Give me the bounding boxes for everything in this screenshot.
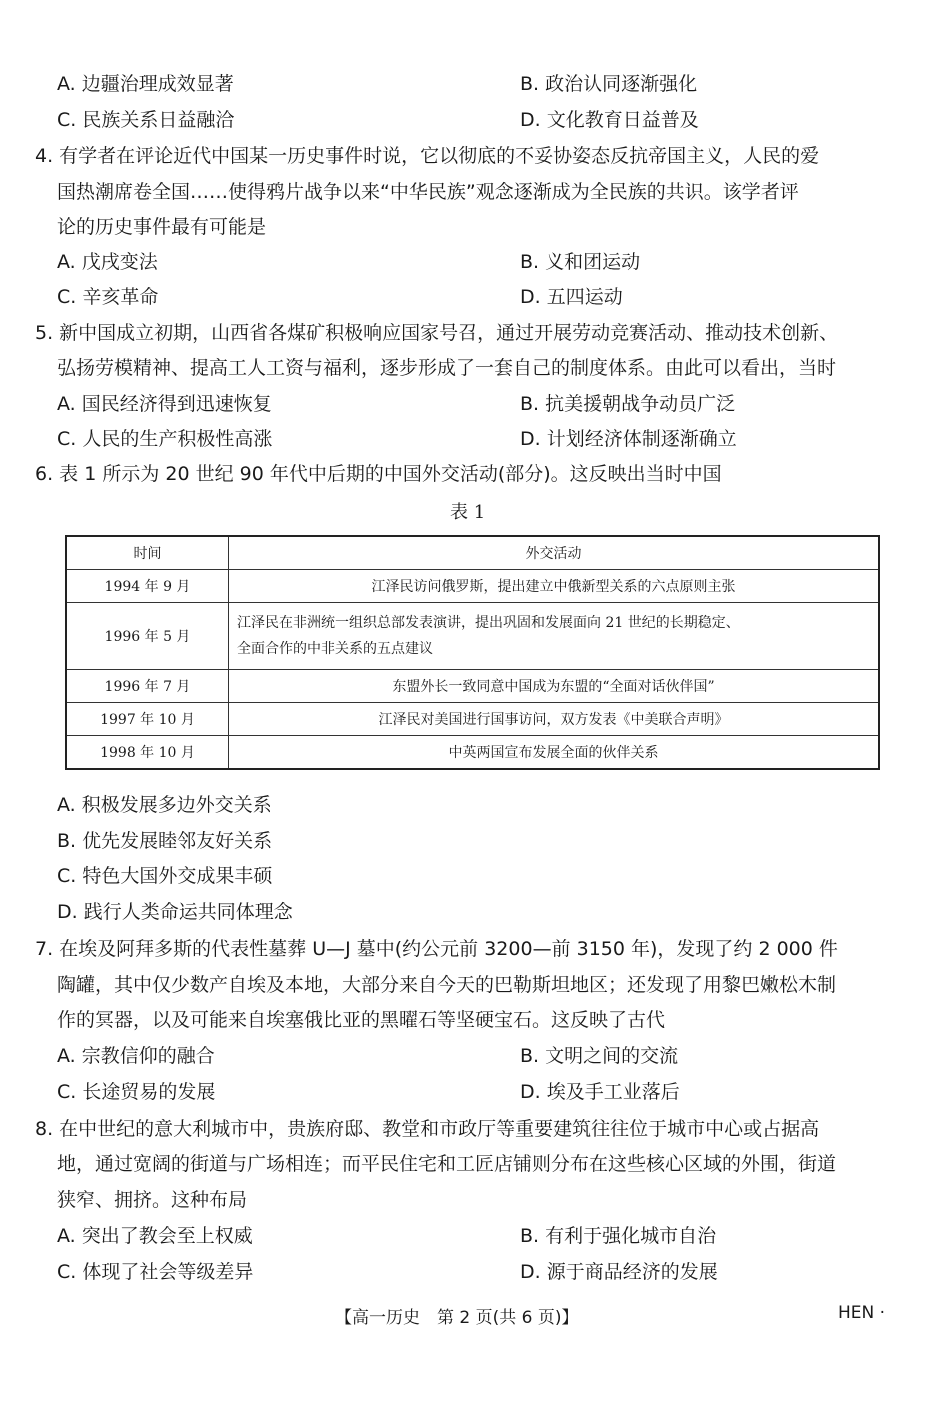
q4-option-c: C. 辛亥革命	[57, 286, 159, 308]
q6-option-c: C. 特色大国外交成果丰硕	[57, 865, 273, 887]
q7-stem-line2: 陶罐，其中仅少数产自埃及本地，大部分来自今天的巴勒斯坦地区；还发现了用黎巴嫩松木制	[57, 974, 837, 996]
row-time: 1998 年 10 月	[66, 736, 229, 770]
table-header-row	[66, 536, 879, 570]
q7-option-d: D. 埃及手工业落后	[520, 1081, 680, 1103]
header-time: 时间	[66, 536, 229, 570]
table-row	[66, 736, 879, 770]
row-activity	[229, 603, 880, 670]
row-activity-line1: 江泽民在非洲统一组织总部发表演讲，提出巩固和发展面向 21 世纪的长期稳定、	[237, 615, 740, 631]
q8-option-d: D. 源于商品经济的发展	[520, 1261, 718, 1283]
row-activity: 江泽民访问俄罗斯，提出建立中俄新型关系的六点原则主张	[229, 570, 880, 603]
row-activity-line2: 全面合作的中非关系的五点建议	[237, 641, 433, 657]
table-row	[66, 570, 879, 603]
q3-option-b: B. 政治认同逐渐强化	[520, 73, 698, 95]
row-activity: 江泽民对美国进行国事访问，双方发表《中美联合声明》	[229, 703, 880, 736]
q3-option-a: A. 边疆治理成效显著	[57, 73, 234, 95]
q7-option-a: A. 宗教信仰的融合	[57, 1045, 215, 1067]
row-time: 1996 年 7 月	[66, 670, 229, 703]
q3-option-c: C. 民族关系日益融洽	[57, 109, 235, 131]
q5-option-c: C. 人民的生产积极性高涨	[57, 428, 273, 450]
row-activity: 中英两国宣布发展全面的伙伴关系	[229, 736, 880, 770]
q5-option-d: D. 计划经济体制逐渐确立	[520, 428, 737, 450]
q5-stem-line2: 弘扬劳模精神、提高工人工资与福利，逐步形成了一套自己的制度体系。由此可以看出，当时	[57, 357, 837, 379]
q4-stem-line2: 国热潮席卷全国……使得鸦片战争以来“中华民族”观念逐渐成为全民族的共识。该学者评	[57, 181, 799, 203]
q8-stem-line3: 狭窄、拥挤。这种布局	[57, 1189, 248, 1211]
q8-option-b: B. 有利于强化城市自治	[520, 1225, 717, 1247]
header-activity: 外交活动	[229, 536, 880, 570]
row-time: 1996 年 5 月	[66, 603, 229, 670]
q8-option-c: C. 体现了社会等级差异	[57, 1261, 254, 1283]
q7-option-c: C. 长途贸易的发展	[57, 1081, 216, 1103]
table-row	[66, 670, 879, 703]
q6-option-d: D. 践行人类命运共同体理念	[57, 901, 293, 923]
q3-option-d: D. 文化教育日益普及	[520, 109, 699, 131]
q4-option-d: D. 五四运动	[520, 286, 623, 308]
q8-stem-line1: 8. 在中世纪的意大利城市中，贵族府邸、教堂和市政厅等重要建筑往往位于城市中心或占据高	[35, 1118, 820, 1140]
q7-stem-line1: 7. 在埃及阿拜多斯的代表性墓葬 U—J 墓中(约公元前 3200—前 3150 年)，发现了约 2 000 件	[35, 938, 838, 960]
q6-option-a: A. 积极发展多边外交关系	[57, 794, 272, 816]
q4-stem-line1: 4. 有学者在评论近代中国某一历史事件时说，它以彻底的不妥协姿态反抗帝国主义，人民的爱	[35, 145, 820, 167]
table-caption: 表 1	[450, 502, 486, 523]
q4-option-b: B. 义和团运动	[520, 251, 641, 273]
q8-option-a: A. 突出了教会至上权威	[57, 1225, 253, 1247]
table-row	[66, 603, 879, 670]
q4-option-a: A. 戊戌变法	[57, 251, 158, 273]
paper-code: HEN ·	[838, 1303, 886, 1323]
q5-stem-line1: 5. 新中国成立初期，山西省各煤矿积极响应国家号召，通过开展劳动竞赛活动、推动技术创新、	[35, 322, 839, 344]
q4-stem-line3: 论的历史事件最有可能是	[57, 216, 267, 238]
q5-option-b: B. 抗美援朝战争动员广泛	[520, 393, 736, 415]
q7-option-b: B. 文明之间的交流	[520, 1045, 679, 1067]
q6-stem: 6. 表 1 所示为 20 世纪 90 年代中后期的中国外交活动(部分)。这反映出当时中国	[35, 463, 722, 485]
row-time: 1994 年 9 月	[66, 570, 229, 603]
q8-stem-line2: 地，通过宽阔的街道与广场相连；而平民住宅和工匠店铺则分布在这些核心区域的外围，街道	[57, 1153, 837, 1175]
q7-stem-line3: 作的冥器，以及可能来自埃塞俄比亚的黑曜石等坚硬宝石。这反映了古代	[57, 1009, 666, 1031]
q6-option-b: B. 优先发展睦邻友好关系	[57, 830, 273, 852]
diplomacy-table	[65, 535, 880, 770]
row-activity: 东盟外长一致同意中国成为东盟的“全面对话伙伴国”	[229, 670, 880, 703]
q5-option-a: A. 国民经济得到迅速恢复	[57, 393, 272, 415]
table-row	[66, 703, 879, 736]
page-footer: 【高一历史 第 2 页(共 6 页)】	[335, 1308, 579, 1328]
row-time: 1997 年 10 月	[66, 703, 229, 736]
